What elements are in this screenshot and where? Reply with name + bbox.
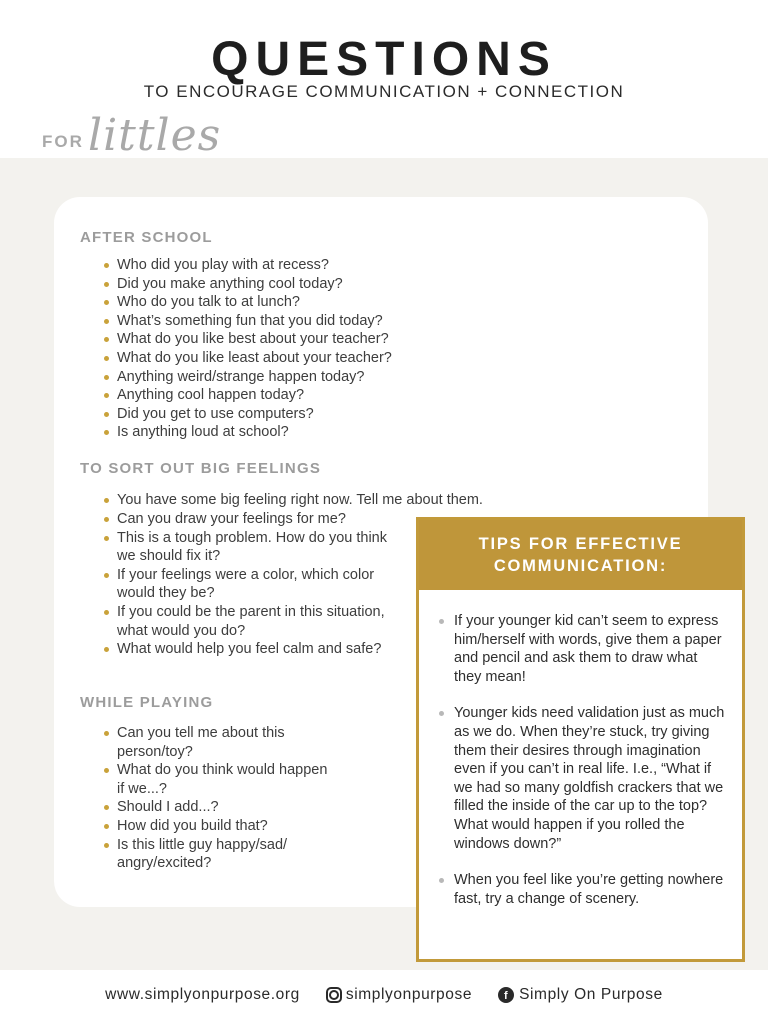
tip-item: Younger kids need validation just as much as we do. When they’re stuck, try giving them their desires through imagination even if you can’t in real life. I.e., “What if we had so many goldfish crackers that we filled the inside of the car up to the top? What would happen if you rolled the windows down?” <box>439 704 728 853</box>
page-title: QUESTIONS <box>211 33 557 86</box>
list-item: You have some big feeling right now. Tell me about them. <box>104 491 564 510</box>
list-item: Can you tell me about this person/toy? <box>104 724 332 761</box>
facebook-icon: f <box>498 987 514 1003</box>
tips-heading-line2: COMMUNICATION: <box>493 557 668 575</box>
tips-list <box>419 590 742 908</box>
littles-script-word: littles <box>88 110 222 161</box>
list-item: What do you think would happen if we...? <box>104 761 332 798</box>
list-item: Is this little guy happy/sad/ angry/excited? <box>104 836 332 873</box>
list-item: If your feelings were a color, which color would they be? <box>104 566 394 603</box>
list-item: Who do you talk to at lunch? <box>104 293 564 312</box>
after-school-list <box>104 256 564 442</box>
tips-heading-line1: TIPS FOR EFFECTIVE <box>478 535 683 553</box>
big-feelings-list <box>104 510 394 659</box>
while-playing-list <box>104 724 332 873</box>
list-item: What do you like best about your teacher? <box>104 330 564 349</box>
list-item: Who did you play with at recess? <box>104 256 564 275</box>
instagram-icon <box>326 987 342 1003</box>
facebook-link[interactable] <box>498 986 663 1004</box>
section-heading-while-playing: WHILE PLAYING <box>80 694 214 711</box>
list-item: Did you get to use computers? <box>104 405 564 424</box>
list-item: This is a tough problem. How do you think we should fix it? <box>104 529 394 566</box>
tip-item: When you feel like you’re getting nowhere fast, try a change of scenery. <box>439 871 728 908</box>
instagram-link[interactable] <box>326 986 472 1004</box>
list-item: If you could be the parent in this situation, what would you do? <box>104 603 394 640</box>
list-item: What’s something fun that you did today? <box>104 312 564 331</box>
facebook-name: Simply On Purpose <box>519 986 663 1003</box>
list-item: Should I add...? <box>104 798 332 817</box>
list-item: Is anything loud at school? <box>104 423 564 442</box>
section-heading-after-school: AFTER SCHOOL <box>80 229 213 246</box>
section-heading-big-feelings: TO SORT OUT BIG FEELINGS <box>80 460 322 477</box>
footer <box>0 984 768 1006</box>
list-item: What do you like least about your teacher? <box>104 349 564 368</box>
tips-box <box>416 517 745 962</box>
tip-item: If your younger kid can’t seem to express him/herself with words, give them a paper and pencil and ask them to draw what they mean! <box>439 612 728 686</box>
list-item: Anything cool happen today? <box>104 386 564 405</box>
tips-heading <box>419 520 742 590</box>
list-item: Did you make anything cool today? <box>104 275 564 294</box>
list-item: Can you draw your feelings for me? <box>104 510 394 529</box>
page-subtitle: TO ENCOURAGE COMMUNICATION + CONNECTION <box>143 82 625 101</box>
list-item: Anything weird/strange happen today? <box>104 368 564 387</box>
list-item: What would help you feel calm and safe? <box>104 640 394 659</box>
big-feelings-list-first <box>104 491 564 510</box>
list-item: How did you build that? <box>104 817 332 836</box>
website-link[interactable]: www.simplyonpurpose.org <box>105 986 300 1003</box>
for-label: FOR <box>42 132 84 151</box>
instagram-handle: simplyonpurpose <box>345 986 473 1003</box>
